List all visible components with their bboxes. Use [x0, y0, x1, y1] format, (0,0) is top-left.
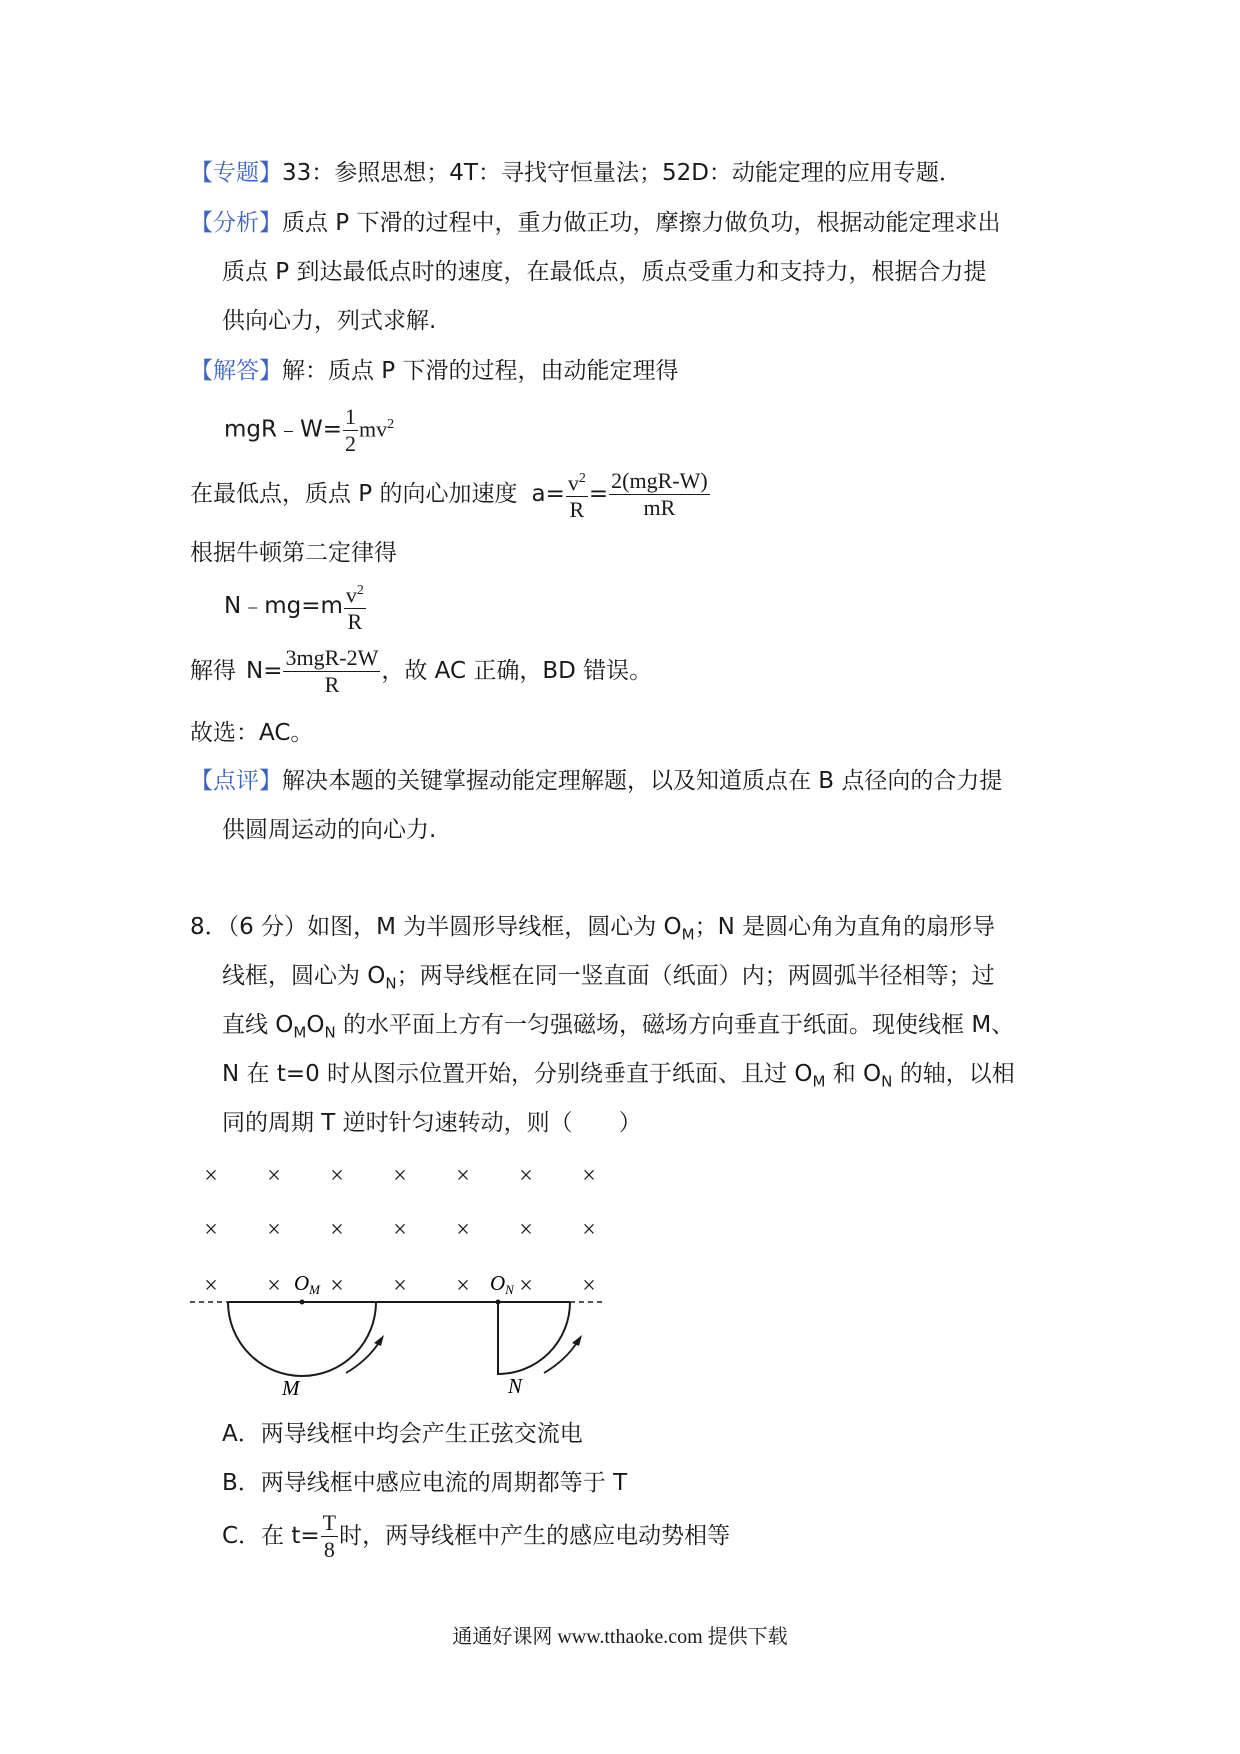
newton-line: 根据牛顿第二定律得: [190, 540, 397, 566]
field-cross: ×: [204, 1217, 218, 1243]
analysis-tag: 【分析】: [190, 210, 282, 236]
eq2-num1: v: [567, 470, 579, 496]
q-sub-n-2: N: [324, 1023, 336, 1042]
q-text-2b: ；两导线框在同一竖直面（纸面）内；两圆弧半径相等；过: [396, 963, 995, 989]
eq2-eq: =: [588, 481, 609, 508]
q-text-3a: 直线 O: [222, 1012, 294, 1038]
question-line-5: 同的周期 T 逆时针匀速转动，则（ ）: [222, 1110, 642, 1136]
q-text-4b: 和 O: [825, 1061, 882, 1087]
field-cross: ×: [393, 1163, 407, 1189]
result-pre: 解得: [190, 658, 236, 684]
comment-line-2: 供圆周运动的向心力.: [222, 817, 437, 843]
field-cross: ×: [456, 1273, 470, 1299]
comment-text-1: 解决本题的关键掌握动能定理解题，以及知道质点在 B 点径向的合力提: [282, 768, 1003, 794]
option-a: A．两导线框中均会产生正弦交流电: [222, 1421, 583, 1447]
field-cross: ×: [456, 1217, 470, 1243]
center-point-om: [300, 1300, 305, 1305]
field-cross: ×: [519, 1217, 533, 1243]
analysis-line-3: 供向心力，列式求解.: [222, 308, 437, 334]
eq2-num2: 2(mgR-W): [611, 468, 708, 494]
arrowhead-m: [374, 1335, 384, 1346]
q-text-2a: 线框，圆心为 O: [222, 963, 386, 989]
eq1-rhs: mv: [359, 416, 388, 442]
option-c-pre: C．在 t=: [222, 1523, 320, 1549]
field-cross: ×: [267, 1163, 281, 1189]
center-point-on: [496, 1300, 501, 1305]
q-text-1b: ；N 是圆心角为直角的扇形导: [694, 914, 996, 940]
q-sub-m-3: M: [812, 1072, 826, 1091]
q-text-4a: N 在 t=0 时从图示位置开始，分别绕垂直于纸面、且过 O: [222, 1061, 813, 1087]
topic-text: 33：参照思想；4T：寻找守恒量法；52D：动能定理的应用专题．: [282, 160, 962, 186]
q-text-4c: 的轴，以相: [892, 1061, 1015, 1087]
field-cross: ×: [330, 1273, 344, 1299]
q-sub-n: N: [385, 974, 397, 993]
field-cross: ×: [204, 1273, 218, 1299]
label-on: ON: [490, 1271, 514, 1297]
label-m: M: [282, 1376, 300, 1400]
eq2-lhs: a=: [531, 481, 565, 508]
eq3-lhs: N﹣mg=m: [224, 593, 343, 620]
field-cross: ×: [330, 1163, 344, 1189]
q-sub-m: M: [681, 925, 695, 944]
eq4-den: R: [324, 672, 340, 697]
label-om: OM: [294, 1271, 321, 1297]
field-cross: ×: [393, 1217, 407, 1243]
q-text-3c: 的水平面上方有一匀强磁场，磁场方向垂直于纸面。现使线框 M、: [335, 1012, 1015, 1038]
field-cross: ×: [582, 1163, 596, 1189]
eq2-exp: 2: [578, 471, 586, 486]
field-cross: ×: [393, 1273, 407, 1299]
label-n: N: [508, 1374, 523, 1398]
topic-tag: 【专题】: [190, 160, 282, 186]
field-cross: ×: [582, 1273, 596, 1299]
solution-intro: 解：质点 P 下滑的过程，由动能定理得: [282, 358, 679, 384]
q-sub-m-2: M: [293, 1023, 307, 1042]
eq2-den2: mR: [643, 495, 676, 521]
eq3-exp: 2: [356, 583, 364, 598]
solution-tag: 【解答】: [190, 358, 282, 384]
option-c-fraction: [321, 1510, 338, 1563]
field-cross: ×: [267, 1273, 281, 1299]
eq4-num: 3mgR-2W: [285, 645, 379, 670]
option-c-num: T: [322, 1510, 337, 1535]
eq1-lhs: mgR﹣W=: [224, 416, 342, 443]
option-c-den: 8: [323, 1537, 335, 1562]
analysis-text-1: 质点 P 下滑的过程中，重力做正功，摩擦力做负功，根据动能定理求出: [282, 210, 1001, 236]
semicircle-frame-m: [228, 1302, 376, 1376]
field-cross: ×: [582, 1217, 596, 1243]
eq3-num: v: [345, 582, 357, 608]
option-b: B．两导线框中感应电流的周期都等于 T: [222, 1470, 628, 1496]
field-cross: ×: [204, 1163, 218, 1189]
q-text-3b: O: [306, 1012, 325, 1038]
q-sub-n-3: N: [881, 1072, 893, 1091]
eq2-den1: R: [569, 497, 585, 523]
comment-tag: 【点评】: [190, 768, 282, 794]
field-cross: ×: [519, 1163, 533, 1189]
eq1-den: 2: [345, 430, 356, 456]
eq3-den: R: [347, 609, 363, 635]
field-crosses: [204, 1163, 596, 1299]
field-cross: ×: [330, 1217, 344, 1243]
accel-text: 在最低点，质点 P 的向心加速度: [190, 481, 518, 508]
eq1-num: 1: [345, 403, 356, 429]
analysis-line-2: 质点 P 到达最低点时的速度，在最低点，质点受重力和支持力，根据合力提: [222, 259, 987, 285]
rotation-arrow-n: [544, 1341, 578, 1373]
field-cross: ×: [519, 1273, 533, 1299]
field-cross: ×: [456, 1163, 470, 1189]
page-footer: 通通好课网 www.tthaoke.com 提供下载: [452, 1626, 788, 1648]
result-post: ，故 AC 正确，BD 错误。: [381, 658, 653, 684]
arrowhead-n: [572, 1335, 582, 1346]
field-cross: ×: [267, 1217, 281, 1243]
choice-line: 故选：AC。: [190, 720, 314, 746]
q-text-1a: 8．（6 分）如图，M 为半圆形导线框，圆心为 O: [190, 914, 682, 940]
option-c: [222, 1509, 730, 1563]
option-c-post: 时，两导线框中产生的感应电动势相等: [339, 1523, 731, 1549]
eq4-lhs: N=: [246, 658, 283, 684]
eq1-exp: 2: [387, 417, 395, 432]
